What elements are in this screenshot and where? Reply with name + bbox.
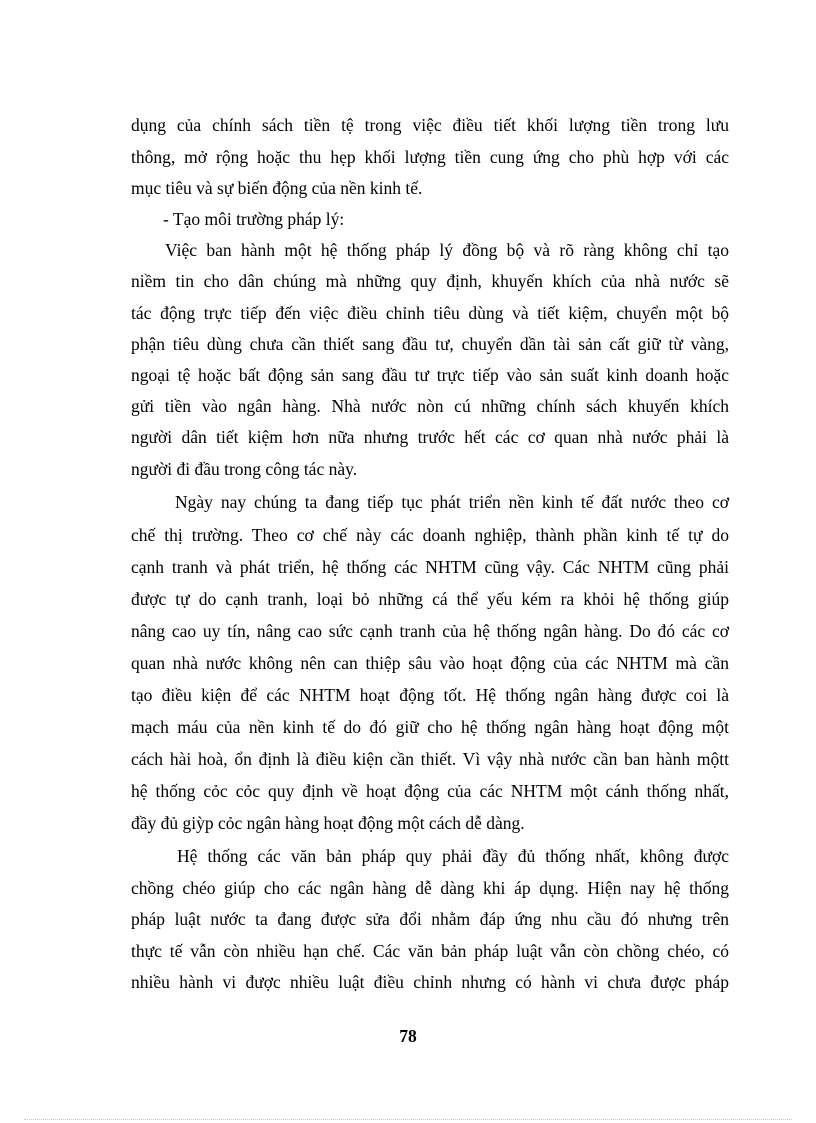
paragraph-5-line-1: Hệ thống các văn bản pháp quy phải đầy đủ thống nhất, không được: [177, 846, 729, 866]
paragraph-4-line-4: được tự do cạnh tranh, loại bỏ những cá thể yếu kém ra khỏi hệ thống giúp: [131, 589, 729, 609]
paragraph-1-line-1: dụng của chính sách tiền tệ trong việc điều tiết khối lượng tiền trong lưu: [131, 115, 729, 135]
paragraph-5-line-4: thực tế vẫn còn nhiều hạn chế. Các văn bản pháp luật vẫn còn chồng chéo, có: [131, 941, 729, 961]
page-bottom-divider: [24, 1119, 792, 1120]
paragraph-4-line-8: mạch máu của nền kinh tế do đó giữ cho hệ thống ngân hàng hoạt động một: [131, 717, 729, 737]
paragraph-4-line-7: tạo điều kiện để các NHTM hoạt động tốt. Hệ thống ngân hàng được coi là: [131, 685, 729, 705]
paragraph-1-line-2: thông, mở rộng hoặc thu hẹp khối lượng tiền cung ứng cho phù hợp với các: [131, 147, 729, 167]
paragraph-4-line-11: đầy đủ giỳp cỏc ngân hàng hoạt động một cách dễ dàng.: [131, 813, 525, 833]
paragraph-3-line-7: người dân tiết kiệm hơn nữa nhưng trước hết các cơ quan nhà nước phải là: [131, 427, 729, 447]
paragraph-4-line-5: nâng cao uy tín, nâng cao sức cạnh tranh của hệ thống ngân hàng. Do đó các cơ: [131, 621, 729, 641]
section-subheading: - Tạo môi trường pháp lý:: [163, 209, 345, 229]
paragraph-3-line-5: ngoại tệ hoặc bất động sản sang đầu tư trực tiếp vào sản suất kinh doanh hoặc: [131, 365, 729, 385]
paragraph-3-line-8: người đi đầu trong công tác này.: [131, 459, 358, 479]
paragraph-3-line-3: tác động trực tiếp đến việc điều chỉnh tiêu dùng và tiết kiệm, chuyển một bộ: [131, 303, 729, 323]
paragraph-3-line-2: niềm tin cho dân chúng mà những quy định, khuyến khích của nhà nước sẽ: [131, 271, 729, 291]
paragraph-5-line-3: pháp luật nước ta đang được sửa đổi nhằm đáp ứng nhu cầu đó nhưng trên: [131, 909, 729, 929]
paragraph-5-line-2: chồng chéo giúp cho các ngân hàng dễ dàng khi áp dụng. Hiện nay hệ thống: [131, 878, 729, 898]
paragraph-4-line-10: hệ thống cỏc cỏc quy định về hoạt động của các NHTM một cánh thống nhất,: [131, 781, 729, 801]
page-number: 78: [399, 1026, 417, 1046]
paragraph-1-line-3: mục tiêu và sự biến động của nền kinh tế.: [131, 178, 423, 198]
paragraph-4-line-6: quan nhà nước không nên can thiệp sâu vào hoạt động của các NHTM mà cần: [131, 653, 729, 673]
paragraph-4-line-3: cạnh tranh và phát triển, hệ thống các NHTM cũng vậy. Các NHTM cũng phải: [131, 557, 729, 577]
paragraph-3-line-4: phận tiêu dùng chưa cần thiết sang đầu tư, chuyển dần tài sản cất giữ từ vàng,: [131, 334, 729, 354]
paragraph-5-line-5: nhiều hành vi được nhiều luật điều chỉnh nhưng có hành vi chưa được pháp: [131, 972, 729, 992]
paragraph-3-line-6: gửi tiền vào ngân hàng. Nhà nước nòn cú những chính sách khuyến khích: [131, 396, 729, 416]
paragraph-4-line-9: cách hài hoà, ổn định là điều kiện cần thiết. Vì vậy nhà nước cần ban hành mộtt: [131, 749, 729, 769]
paragraph-4-line-1: Ngày nay chúng ta đang tiếp tục phát triển nền kinh tế đất nước theo cơ: [175, 492, 729, 512]
paragraph-3-line-1: Việc ban hành một hệ thống pháp lý đồng bộ và rõ ràng không chỉ tạo: [165, 240, 729, 260]
paragraph-4-line-2: chế thị trường. Theo cơ chế này các doanh nghiệp, thành phần kinh tế tự do: [131, 525, 729, 545]
